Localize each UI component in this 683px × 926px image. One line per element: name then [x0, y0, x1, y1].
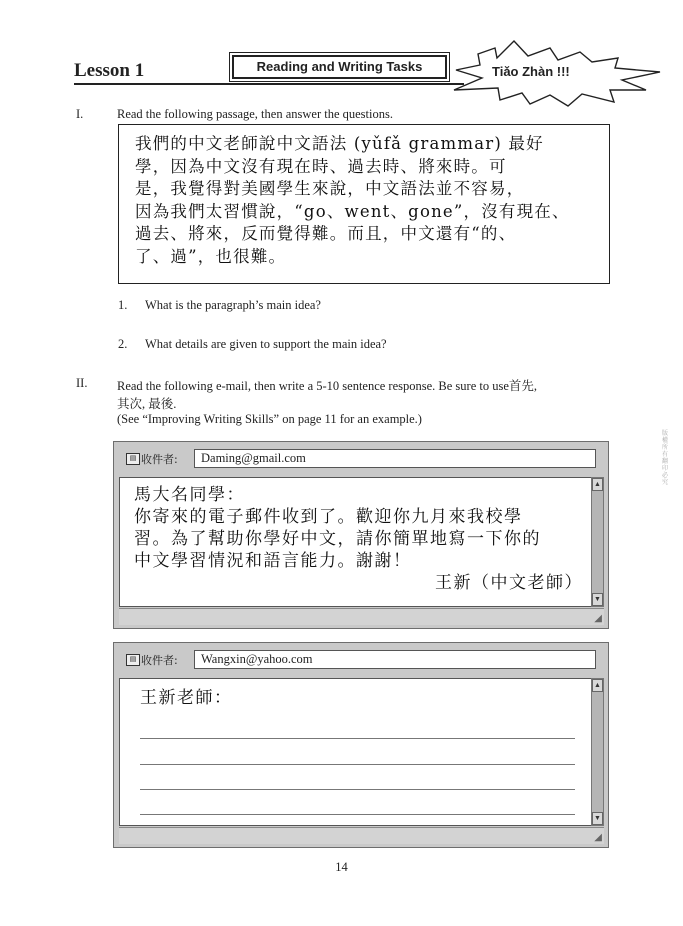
writing-line [140, 789, 575, 790]
question-number: 1. [118, 298, 128, 312]
address-book-icon[interactable]: ▤ [126, 654, 140, 666]
question-number: 2. [118, 337, 128, 351]
recipient-field[interactable]: Wangxin@yahoo.com [194, 650, 596, 669]
message-line: 你寄來的電子郵件收到了。歡迎你九月來我校學 [134, 507, 523, 527]
section1-numeral: I. [76, 107, 84, 121]
burst-text: Tiǎo Zhàn !!! [492, 64, 570, 79]
recipient-label: 收件者: [141, 654, 178, 667]
recipient-row [114, 442, 608, 476]
passage-line: 因為我們太習慣說，“go、went、gone”，沒有現在、 [135, 201, 570, 221]
side-note: 版權所有翻印必究 [662, 430, 669, 486]
passage-line: 是，我覺得對美國學生來說，中文語法並不容易， [135, 179, 525, 198]
scrollbar[interactable] [591, 678, 604, 826]
resize-grip-icon[interactable]: ◢ [594, 613, 602, 624]
writing-line [140, 814, 575, 815]
writing-line [140, 764, 575, 765]
section2-instruction-cont: 其次, 最後. [117, 397, 177, 411]
reply-greeting: 王新老師： [140, 688, 233, 708]
page-number: 14 [335, 860, 348, 874]
question-text: What is the paragraph’s main idea? [145, 298, 321, 312]
task-title-box: Reading and Writing Tasks [232, 55, 447, 79]
lesson-title: Lesson 1 [74, 60, 145, 81]
scrollbar[interactable] [591, 477, 604, 607]
reply-body[interactable] [119, 678, 592, 826]
section2-reference: (See “Improving Writing Skills” on page 11 for an example.) [117, 412, 422, 426]
section2-instruction: Read the following e-mail, then write a 5-10 sentence response. Be sure to use首先, [117, 379, 538, 393]
section2-numeral: II. [76, 376, 88, 390]
message-line: 馬大名同學： [134, 485, 245, 505]
passage-line: 學，因為中文沒有現在時、過去時、將來時。可 [135, 156, 507, 176]
scroll-down-icon[interactable]: ▼ [592, 812, 603, 825]
message-line: 習。為了幫助你學好中文，請你簡單地寫一下你的 [134, 529, 541, 549]
email-window-received [113, 441, 609, 629]
message-body[interactable] [119, 477, 592, 607]
scroll-up-icon[interactable]: ▲ [592, 679, 603, 692]
recipient-label: 收件者: [141, 453, 178, 466]
passage-line: 過去、將來，反而覺得難。而且，中文還有“的、 [135, 224, 517, 243]
header-rule [74, 83, 464, 85]
scroll-up-icon[interactable]: ▲ [592, 478, 603, 491]
email-window-reply [113, 642, 609, 848]
passage-box [118, 124, 610, 284]
message-line: 中文學習情況和語言能力。謝謝！ [134, 551, 412, 571]
passage-line: 了、過”，也很難。 [135, 246, 287, 266]
section1-instruction: Read the following passage, then answer the questions. [117, 107, 393, 121]
scroll-down-icon[interactable]: ▼ [592, 593, 603, 606]
status-bar [119, 827, 604, 844]
status-bar [119, 608, 604, 625]
passage-line: 我們的中文老師說中文語法 (yǔfǎ grammar) 最好 [135, 134, 544, 153]
address-book-icon[interactable]: ▤ [126, 453, 140, 465]
recipient-field[interactable]: Daming@gmail.com [194, 449, 596, 468]
recipient-row [114, 643, 608, 677]
question-text: What details are given to support the main idea? [145, 337, 387, 351]
message-signature: 王新（中文老師） [435, 573, 583, 593]
resize-grip-icon[interactable]: ◢ [594, 832, 602, 843]
writing-line [140, 738, 575, 739]
